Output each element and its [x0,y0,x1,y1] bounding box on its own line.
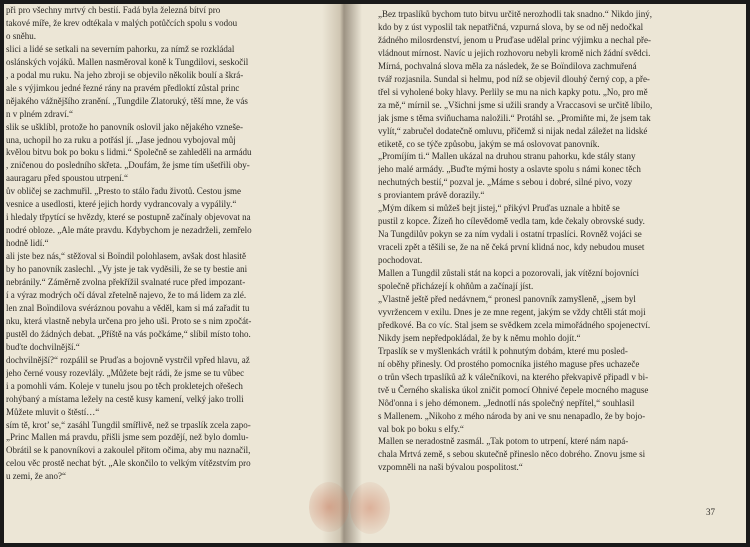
text-line: i hledaly třpytící se hvězdy, které se postupně začínaly objevovat na [6,212,251,223]
text-line: hodně lidí.“ [6,238,49,249]
text-line: ův obličej se zachmuřil. „Presto to stálo řadu životů. Cestou jsme [6,186,241,197]
text-line: n v plném zdraví.“ [6,108,73,119]
text-line: tvář rozjasnila. Sundal si helmu, pod níž se objevil dlouhý černý cop, a pře- [378,73,650,84]
text-line: vzpomněli na naši bývalou pospolitost.“ [378,462,523,473]
text-line: len znal Boïndilova svéráznou povahu a věděl, kam si má zařadit tu [6,302,250,313]
text-line: , zničenou do posledního skřeta. „Doufám, že jsme tím ušetřili oby- [6,160,250,171]
text-line: Mallen se neradostně zasmál. „Tak potom to utrpení, které nám napá- [378,436,629,447]
text-line: celou věc prostě nechat být. „Ale skončilo to velkým vítězstvím pro [6,458,251,469]
text-line: s Mallenem. „Nikoho z mého národa by ani ve snu nenapadlo, že by bojo- [378,410,646,421]
text-line: Nôd'onna i s jeho démonem. „Jednotlí nás společný nepřítel,“ souhlasil [378,397,635,408]
text-line: takové míře, že krev odtékala v malých potůčcích spolu s vodou [6,17,238,28]
text-line: „Mým díkem si můžeš bejt jistej,“ přikývl Pruďas uznale a hbitě se [378,203,620,214]
text-line: í a výraz modrých očí dával zřetelně najevo, že to má lidem za zlé. [6,289,247,300]
text-line: rohýbaný a místama ležely na cestě kusy kamení, velký jako trolli [6,393,244,404]
text-line: slik se ušklíbl, protože ho panovník oslovil jako nějakého vzneše- [6,121,243,132]
text-line: Můžete mluvit o štěstí…“ [6,406,100,417]
text-line: sím tě, krot’ se,“ zasáhl Tungdil smířlivě, než se trpaslík zcela zapo- [6,419,251,430]
text-line: nechutných bestií,“ pozval je. „Máme s sebou i dobré, silné pivo, vozy [378,177,633,188]
text-line: vyvržencem v exilu. Dnes je ze mne regent, jakým se vždy chtěli stát moji [378,306,646,317]
text-line: jak jsme s těma sviňuchama naložili.“ Protáhl se. „Promiňte mi, že jsem tak [378,112,651,123]
text-line: jeho malé armády. „Buďte mými hosty a oslavte spolu s námi konec těch [378,164,641,175]
text-line: oslánských vojáků. Mallen nasměroval koně k Tungdilovi, seskočil [6,56,249,67]
text-line: tvě u Černého skaliska úkol zničit pomocí Ohnivé čepele mocného maguse [378,384,649,395]
text-line: „Princ Mallen má pravdu, přišli jsme sem pozdějí, než bylo domlu- [6,432,249,443]
text-line: vesnice a usedlosti, které jejich hordy vydrancovaly a vypálily.“ [6,199,237,210]
text-line: „Vlastně ještě před nedávnem,“ pronesl panovník zamyšleně, „jsem byl [378,293,636,304]
text-line: buďte dochvilnější.“ [6,341,80,352]
text-line: žádného milosrdenství, jenom u Pruďase udělal princ výjimku a nechal pře- [378,34,651,45]
text-line: předkové. Ba co víc. Stal jsem se svědkem zcela mimořádného spojenectví. [378,319,651,330]
text-line: ale s výjimkou jedné řezné rány na pravém předloktí zůstal princ [6,82,240,93]
text-line: při pro všechny mrtvý ch bestií. Fadá byla železná bítví pro [6,5,221,15]
text-line: Trpaslík se v myšlenkách vrátil k pohnutým dobám, které mu posled- [378,345,628,356]
stain-right [350,482,390,534]
text-line: vraceli zpět a těšili se, že na ně čeká první klidná noc, kdy nebudou muset [378,242,645,253]
text-line: pochodovat. [378,255,423,266]
text-line: by ho panovník zaslechl. „Vy jste je tak vyděsili, že se ty bestie ani [6,264,248,275]
text-line: ní oběhy přinesly. Od prostého pomocníka jistého maguse přes uchazeče [378,358,640,369]
text-line: „Bez trpaslíků bychom tuto bitvu určitě nerozhodli tak snadno.“ Nikdo jiný, [378,9,652,19]
text-line: Mallen a Tungdil zůstali stát na kopci a pozorovali, jak vítězní bojovníci [378,268,639,279]
stain-left [309,482,349,532]
text-line: etiketě, co se týče způsobu, jakým se má oslovovat panovník. [378,138,600,149]
text-line: společně přicházejí k ohňům a začínají jíst. [378,281,534,292]
left-page-text [6,4,316,483]
text-line: jeho černé vousy rozevlály. „Můžete bejt rádi, že jsme se tu vůbec [6,367,245,378]
text-line: aauragaru před spoustou utrpení.“ [6,173,128,184]
text-line: s proviantem právě dorazily.“ [378,190,485,201]
text-line: nějakého vážnějšího zranění. „Tungdile Zlatoruký, těší mne, že vás [6,95,248,106]
text-line: kdo by z úst vyposlil tak nepatřičná, vzpurná slova, by se od něj nedočkal [378,21,644,32]
text-line: i a pomohli vám. Koleje v tunelu jsou po těch prokletejch ořešech [6,380,243,391]
text-line: nodré obloze. „Ale máte pravdu. Kdybychom je nezadrželi, zemřelo [6,225,252,236]
text-line: pustil z kopce. Žízeň ho cílevědomě vedla tam, kde čekaly obrovské sudy. [378,216,645,227]
right-page [356,4,746,543]
text-line: chala Mrtvá země, s sebou skutečně přineslo něco dobrého. Znovu jsme si [378,449,646,460]
text-line: Obrátil se k panovníkovi a zakoulel přitom očima, aby mu naznačil, [6,445,251,456]
text-line: ali jste bez nás,“ stěžoval si Boïndil polohlasem, avšak dost hlasitě [6,251,246,262]
text-line: Na Tungdilův pokyn se za ním vydali i ostatní trpaslíci. Rovněž vojáci se [378,229,642,240]
book-spread [4,4,746,543]
text-line: u zemi, že ano?“ [6,471,66,482]
text-line: vládnout mírnost. Navíc u jejich rozhovoru nebyli kromě nich žádní svědci. [378,47,651,58]
text-line: „Promíjím ti.“ Mallen ukázal na druhou stranu pahorku, kde stály stany [378,151,636,162]
text-line: slici a lidé se setkali na severním pahorku, za nímž se rozkládal [6,43,235,54]
text-line: Nikdy jsem nepředpokládal, že by k němu mohlo dojít.“ [378,332,581,343]
text-line: třel si vyholené boky hlavy. Perlily se mu na nich kapky potu. „No, pro mě [378,86,648,97]
text-line: kvělou bitvu bok po boku s lidmi.“ Společně se zahleděli na armádu [6,147,252,158]
text-line: val bok po boku s elfy.“ [378,423,464,434]
page-number: 37 [706,507,715,517]
text-line: Mírná, pochvalná slova měla za následek, že se Boïndilova zachmuřená [378,60,637,71]
text-line: nku, která vlastně nebyla určena pro jeho uši. Proto se s nim zpočát- [6,315,252,326]
text-line: nebránily.“ Záměrně zvolna překřížil svalnaté ruce před impozant- [6,277,246,288]
text-line: za mě,“ mírnil se. „Všichni jsme si užili srandy a Vraccasovi se určitě líbilo, [378,99,653,110]
text-line: o sněhu. [6,30,36,41]
right-page-text [378,8,726,474]
text-line: o trůn všech trpaslíků až k válečníkovi, na kterého překvapivě připadl v bi- [378,371,649,382]
text-line: una, uchopil ho za ruku a potřásl jí. „Jase jednou vybojoval můj [6,134,236,145]
text-line: dochvilnější?“ rozpálil se Pruďas a bojovně vystrčil vpřed hlavu, až [6,354,250,365]
book-gutter [322,4,362,543]
text-line: pustěl do žádných debat. „Příště na vás počkáme,“ slíbil místo toho. [6,328,251,339]
text-line: vylít,“ zabručel dodatečně omluvu, přičemž si nijak nedal záležet na lidské [378,125,648,136]
text-line: , a podal mu ruku. Na jeho zbroji se objevilo několik boulí a škrá- [6,69,244,80]
left-page [4,4,332,543]
